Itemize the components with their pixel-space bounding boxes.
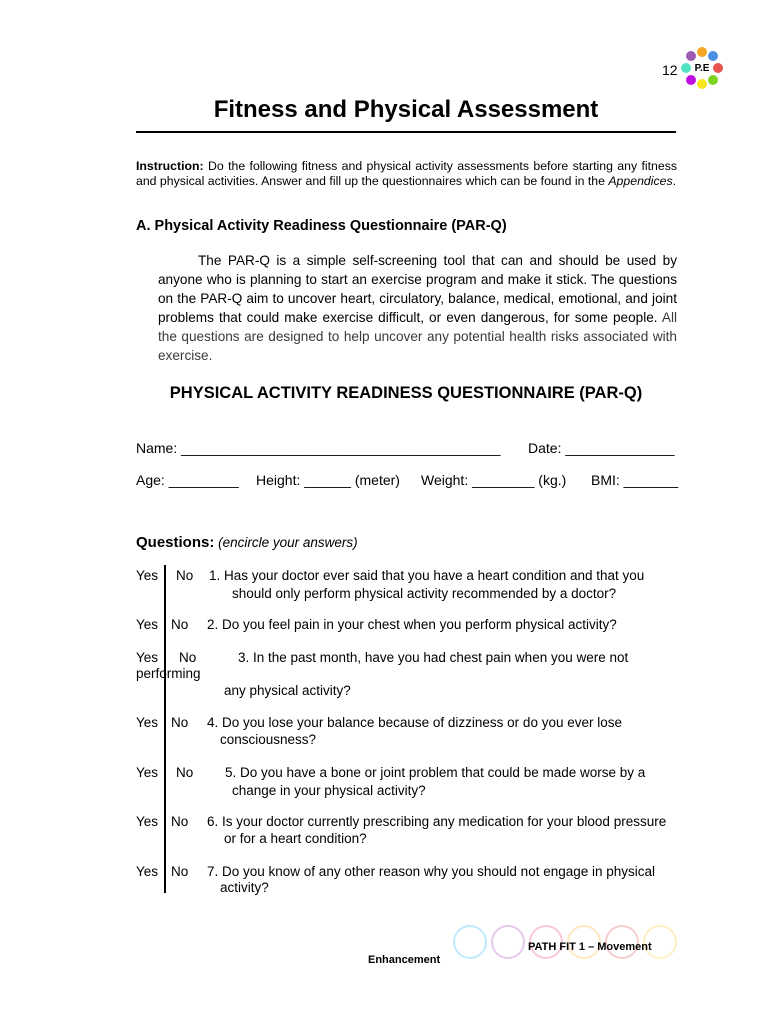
q4-no[interactable]: No xyxy=(171,715,189,730)
instruction-end: . xyxy=(672,173,677,188)
age-field[interactable]: Age: _________ xyxy=(136,472,239,488)
footer-course-subtitle: Enhancement xyxy=(368,954,441,966)
instruction-appendix: Appendices xyxy=(608,173,673,188)
q3-text-line2: performing xyxy=(136,666,201,681)
q6-text-line1: 6. Is your doctor currently prescribing any medication for your blood pressure xyxy=(207,814,667,829)
q1-no[interactable]: No xyxy=(176,568,194,583)
instruction-label: Instruction: xyxy=(136,159,204,173)
q5-no[interactable]: No xyxy=(176,765,194,780)
instruction-block xyxy=(136,159,677,188)
height-field[interactable]: Height: ______ (meter) xyxy=(256,472,400,488)
logo-text: P.E xyxy=(694,63,710,74)
instruction-text: Do the following fitness and physical activity assessments before starting any fitness and physical activities. Answer and fill up the questionnaires which can be found in the xyxy=(136,159,677,188)
questions-heading xyxy=(136,534,358,551)
page-number: 12 xyxy=(662,62,678,78)
q1-yes[interactable]: Yes xyxy=(136,568,159,583)
q2-text-line1: 2. Do you feel pain in your chest when you perform physical activity? xyxy=(207,617,617,632)
q1-text-line1: 1. Has your doctor ever said that you have a heart condition and that you xyxy=(209,568,645,583)
q4-yes[interactable]: Yes xyxy=(136,715,159,730)
questions-note: (encircle your answers) xyxy=(214,535,358,550)
q3-text-line3: any physical activity? xyxy=(224,683,351,698)
q7-text-line2: activity? xyxy=(220,880,269,895)
q2-no[interactable]: No xyxy=(171,617,189,632)
q6-yes[interactable]: Yes xyxy=(136,814,159,829)
q1-text-line2: should only perform physical activity recommended by a doctor? xyxy=(232,586,617,601)
parq-description-tail: All the questions are designed to help uncover any potential health risks associated with exercise. xyxy=(158,310,677,363)
title-underline xyxy=(136,131,676,133)
section-a-heading: A. Physical Activity Readiness Questionnaire (PAR-Q) xyxy=(136,218,507,234)
q3-no[interactable]: No xyxy=(179,650,197,665)
form-title: PHYSICAL ACTIVITY READINESS QUESTIONNAIRE (PAR-Q) xyxy=(169,384,643,402)
weight-field[interactable]: Weight: ________ (kg.) xyxy=(421,472,567,488)
parq-description xyxy=(158,251,677,365)
page-title: Fitness and Physical Assessment xyxy=(213,96,599,123)
name-field[interactable]: Name: _________________________________________ xyxy=(136,440,501,456)
q3-text-line1: 3. In the past month, have you had chest pain when you were not xyxy=(238,650,629,665)
q4-text-line1: 4. Do you lose your balance because of dizziness or do you ever lose xyxy=(207,715,622,730)
q5-text-line2: change in your physical activity? xyxy=(232,783,426,798)
q7-yes[interactable]: Yes xyxy=(136,864,159,879)
q5-yes[interactable]: Yes xyxy=(136,765,159,780)
q4-text-line2: consciousness? xyxy=(220,732,317,747)
questions-label: Questions: xyxy=(136,534,215,551)
footer-course-title: PATH FIT 1 – Movement xyxy=(528,941,652,953)
q6-no[interactable]: No xyxy=(171,814,189,829)
pe-logo xyxy=(680,46,724,90)
q2-yes[interactable]: Yes xyxy=(136,617,159,632)
parq-description-main: The PAR-Q is a simple self-screening tool that can and should be used by anyone who is planning to start an exercise program and make it stick. The questions on the PAR-Q aim to uncover heart, circulatory, balance, medical, emotional, and joint problems that could make exercise difficult, or even dangerous, for some people. xyxy=(158,253,677,325)
date-field[interactable]: Date: ______________ xyxy=(528,440,675,456)
bmi-field[interactable]: BMI: _______ xyxy=(591,472,679,488)
q3-yes[interactable]: Yes xyxy=(136,650,159,665)
q7-no[interactable]: No xyxy=(171,864,189,879)
q7-text-line1: 7. Do you know of any other reason why you should not engage in physical xyxy=(207,864,656,879)
answer-divider xyxy=(164,565,166,893)
q5-text-line1: 5. Do you have a bone or joint problem that could be made worse by a xyxy=(225,765,646,780)
q6-text-line2: or for a heart condition? xyxy=(224,831,367,846)
